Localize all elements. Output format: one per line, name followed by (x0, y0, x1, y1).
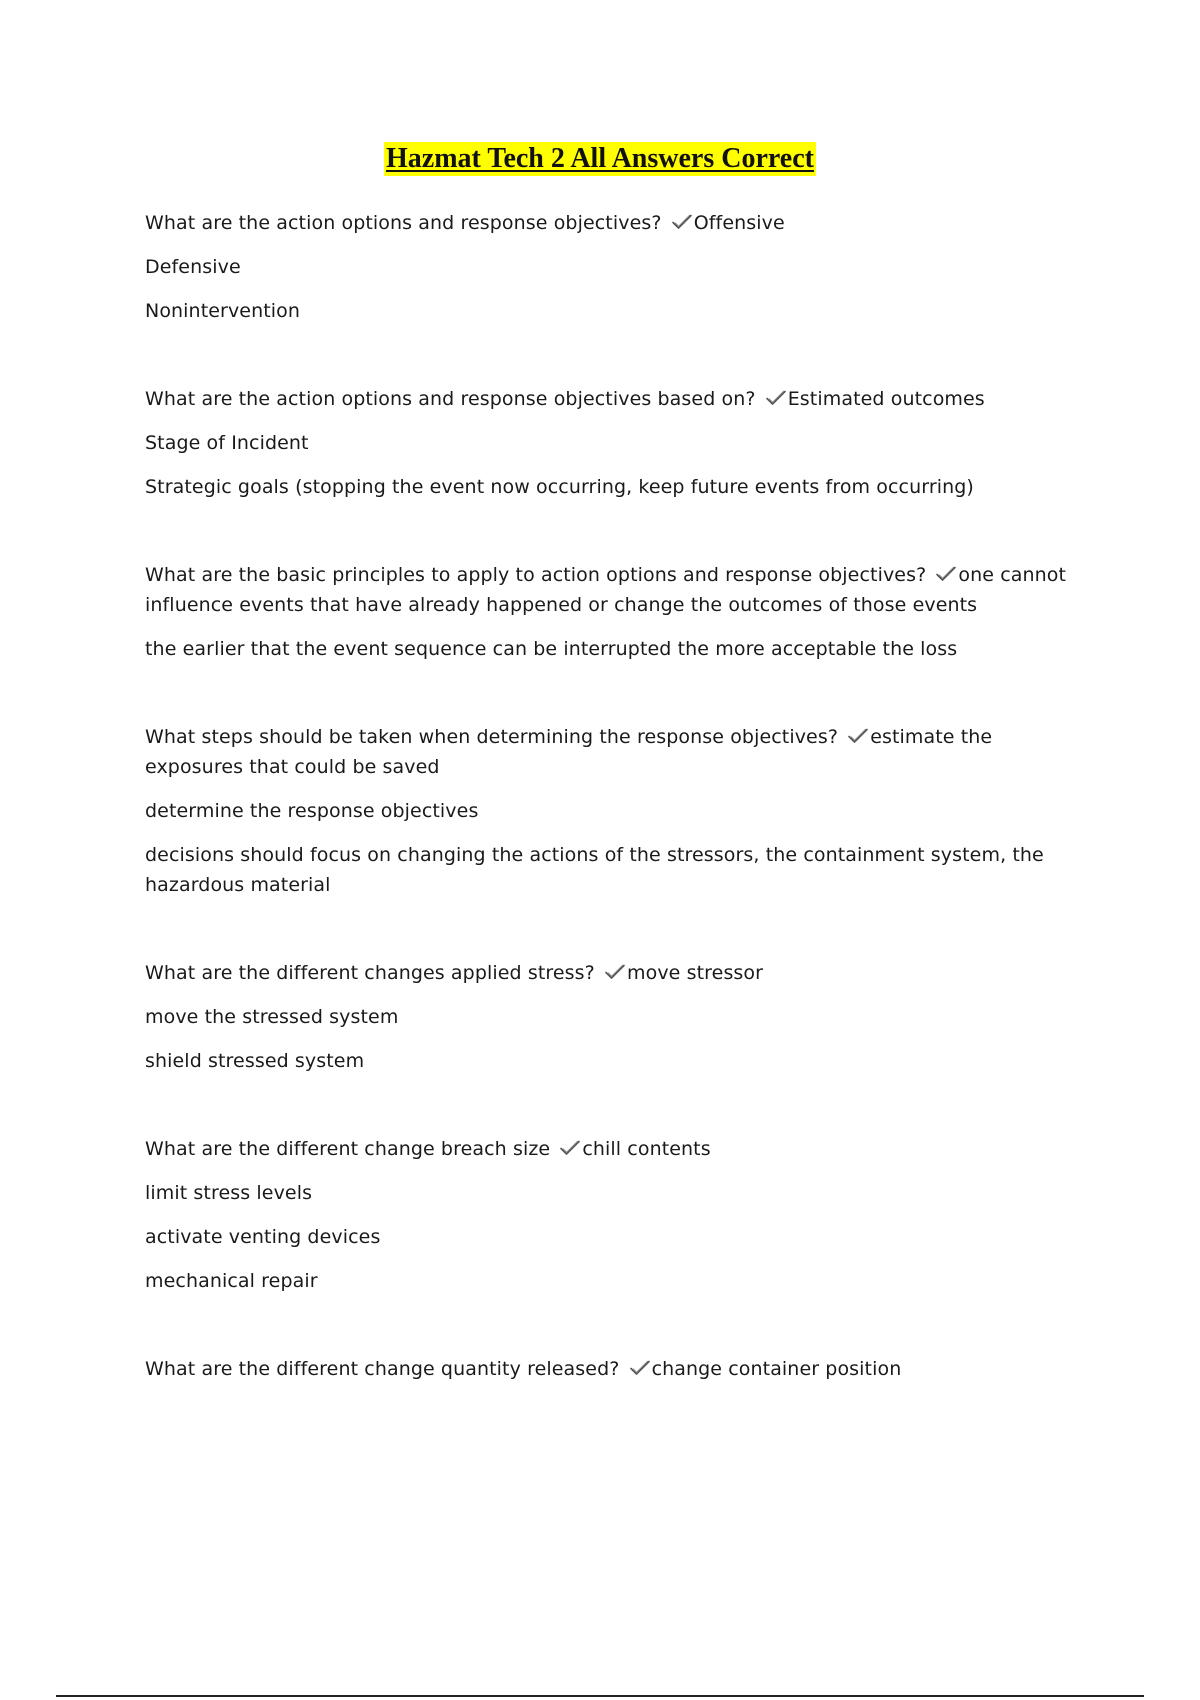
question-text: What steps should be taken when determining the response objectives? (145, 726, 839, 748)
checkmark-icon (935, 562, 957, 580)
checkmark-icon (671, 210, 693, 228)
question-line (145, 722, 1085, 782)
answer-text: estimate the exposures that could be saved (145, 726, 993, 778)
answer-text: move stressor (627, 962, 764, 984)
question-line (145, 1134, 1085, 1164)
qa-block (145, 1134, 1085, 1296)
qa-block (145, 208, 1085, 326)
section-gap (145, 678, 1085, 722)
answer-line: Stage of Incident (145, 432, 309, 454)
section-gap (145, 914, 1085, 958)
checkmark-icon (559, 1136, 581, 1154)
qa-block (145, 722, 1085, 900)
footer-rule (56, 1695, 1144, 1697)
answer-line: Nonintervention (145, 300, 301, 322)
qa-list (145, 208, 1085, 1398)
question-text: What are the different changes applied stress? (145, 962, 595, 984)
question-text: What are the action options and response objectives? (145, 212, 662, 234)
question-text: What are the action options and response objectives based on? (145, 388, 756, 410)
answer-line: limit stress levels (145, 1182, 313, 1204)
qa-block (145, 958, 1085, 1076)
section-gap (145, 516, 1085, 560)
answer-line: Defensive (145, 256, 241, 278)
answer-line: mechanical repair (145, 1270, 318, 1292)
answer-line: the earlier that the event sequence can be interrupted the more acceptable the loss (145, 638, 958, 660)
document-title: Hazmat Tech 2 All Answers Correct (386, 143, 814, 174)
section-gap (145, 1090, 1085, 1134)
answer-line: decisions should focus on changing the actions of the stressors, the containment system, the hazardous material (145, 844, 1044, 896)
checkmark-icon (847, 724, 869, 742)
answer-line: shield stressed system (145, 1050, 365, 1072)
answer-text: one cannot influence events that have already happened or change the outcomes of those events (145, 564, 1067, 616)
question-text: What are the different change breach size (145, 1138, 551, 1160)
checkmark-icon (765, 386, 787, 404)
answer-line: Strategic goals (stopping the event now occurring, keep future events from occurring) (145, 476, 974, 498)
question-line (145, 208, 1085, 238)
answer-text: change container position (651, 1358, 902, 1380)
answer-text: chill contents (582, 1138, 711, 1160)
question-text: What are the basic principles to apply to action options and response objectives? (145, 564, 927, 586)
checkmark-icon (629, 1356, 651, 1374)
question-line (145, 958, 1085, 988)
checkmark-icon (604, 960, 626, 978)
answer-line: move the stressed system (145, 1006, 399, 1028)
answer-text: Offensive (693, 212, 785, 234)
question-line (145, 384, 1085, 414)
question-line (145, 560, 1085, 620)
section-gap (145, 340, 1085, 384)
question-text: What are the different change quantity released? (145, 1358, 620, 1380)
answer-line: activate venting devices (145, 1226, 381, 1248)
qa-block (145, 384, 1085, 502)
answer-line: determine the response objectives (145, 800, 479, 822)
question-line (145, 1354, 1085, 1384)
qa-block (145, 1354, 1085, 1384)
answer-text: Estimated outcomes (787, 388, 985, 410)
title-wrap (0, 142, 1200, 176)
section-gap (145, 1310, 1085, 1354)
qa-block (145, 560, 1085, 664)
